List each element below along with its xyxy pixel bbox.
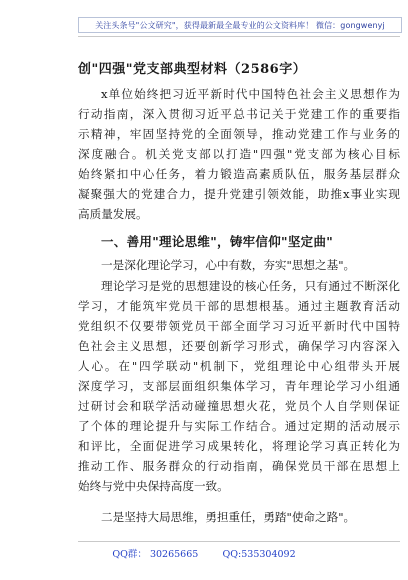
footer-divider [78,541,400,542]
header-divider [78,36,400,37]
header-notice: 关注头条号"公文研究"，获得最新最全最专业的公文资料库！ 微信：gongwenyj [95,20,385,30]
point-line: 了个体的理论提升与实际工作结合。通过定期的活动展示 [78,419,400,433]
footer-contact: QQ群： 30265665 QQ:535304092 [112,549,296,560]
intro-line: 行动指南，深入贯彻习近平总书记关于党建工作的重要指 [78,107,400,121]
point-line: 深度学习，支部层面组织集体学习，青年理论学习小组通 [78,379,400,393]
point-line: 二是坚持大局思维，勇担重任，勇踏"使命之路"。 [101,510,356,524]
intro-line: x单位始终把习近平新时代中国特色社会主义思想作为 [101,87,400,101]
point-line: 过研讨会和联学活动碰撞思想火花，党员个人自学则保证 [78,399,400,413]
point-line: 推动工作、服务群众的行动指南，确保党员干部在思想上 [78,459,400,473]
point-line: 一是深化理论学习，心中有数，夯实"思想之基"。 [101,258,356,272]
section-heading: 一、善用"理论思维"，铸牢信仰"坚定曲" [101,234,334,249]
point-line: 人心。在"四学联动"机制下，党组理论中心组带头开展 [78,359,400,373]
point-line: 理论学习是党的思想建设的核心任务，只有通过不断深化 [101,279,400,293]
document-title: 创"四强"党支部典型材料（2586字） [78,62,307,77]
intro-line: 示精神，牢固坚持党的全面领导，推动党建工作与业务的 [78,127,400,141]
point-line: 学习，才能筑牢党员干部的思想根基。通过主题教育活动 [78,299,400,313]
intro-line: 凝聚强大的党建合力，提升党建引领效能，助推x事业实现 [78,187,400,201]
intro-line: 始终紧扣中心任务，着力锻造高素质队伍，服务基层群众 [78,167,400,181]
intro-line: 深度融合。机关党支部以打造"四强"党支部为核心目标 [78,147,400,161]
point-line: 和评比，全面促进学习成果转化，将理论学习真正转化为 [78,439,400,453]
intro-line: 高质量发展。 [78,207,148,221]
point-line: 党组织不仅要带领党员干部全面学习习近平新时代中国特 [78,319,400,333]
header-notice-box [78,17,402,33]
point-line: 色社会主义思想，还要创新学习形式，确保学习内容深入 [78,339,400,353]
point-line: 始终与党中央保持高度一致。 [78,479,229,493]
